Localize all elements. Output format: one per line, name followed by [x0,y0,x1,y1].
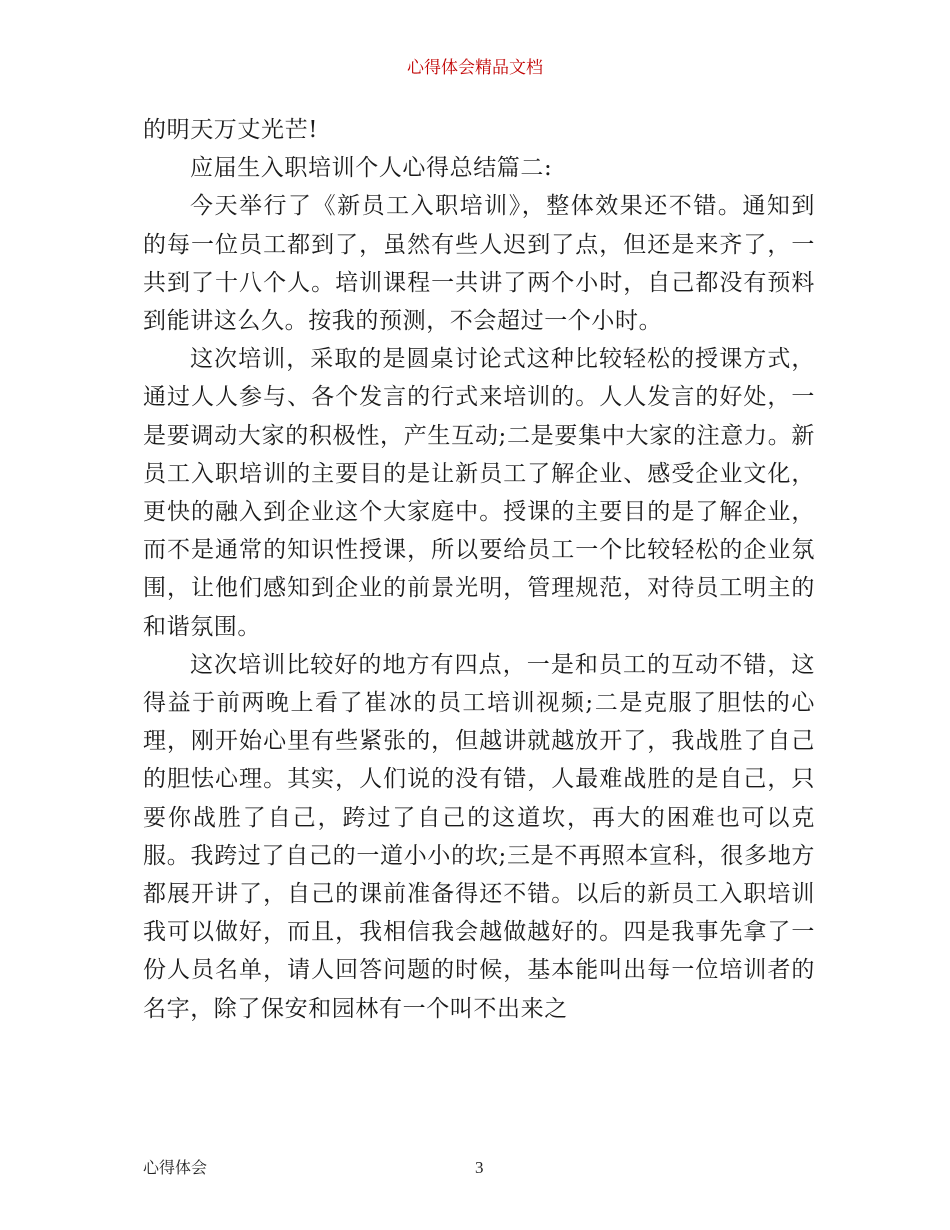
paragraph: 这次培训比较好的地方有四点，一是和员工的互动不错，这得益于前两晚上看了崔冰的员工培训视频;二是克服了胆怯的心理，刚开始心里有些紧张的，但越讲就越放开了，我战胜了自己的胆怯心理。其实，人们说的没有错，人最难战胜的是自己，只要你战胜了自己，跨过了自己的这道坎，再大的困难也可以克服。我跨过了自己的一道小小的坎;三是不再照本宣科，很多地方都展开讲了，自己的课前准备得还不错。以后的新员工入职培训我可以做好，而且，我相信我会越做越好的。四是我事先拿了一份人员名单，请人回答问题的时候，基本能叫出每一位培训者的名字，除了保安和园林有一个叫不出来之 [143,651,815,1022]
paragraph-continuation: 的明天万丈光芒! [143,117,319,143]
paragraph: 今天举行了《新员工入职培训》，整体效果还不错。通知到的每一位员工都到了，虽然有些人迟到了点，但还是来齐了，一共到了十八个人。培训课程一共讲了两个小时，自己都没有预料到能讲这么久。按我的预测，不会超过一个小时。 [143,193,815,335]
paragraph: 这次培训，采取的是圆桌讨论式这种比较轻松的授课方式，通过人人参与、各个发言的行式来培训的。人人发言的好处，一是要调动大家的积极性，产生互动;二是要集中大家的注意力。新员工入职培训的主要目的是让新员工了解企业、感受企业文化，更快的融入到企业这个大家庭中。授课的主要目的是了解企业，而不是通常的知识性授课，所以要给员工一个比较轻松的企业氛围，让他们感知到企业的前景光明，管理规范，对待员工明主的和谐氛围。 [143,346,815,640]
footer-label: 心得体会 [143,1158,208,1177]
page-footer [143,1156,815,1180]
section-heading: 应届生入职培训个人心得总结篇二: [190,155,553,182]
document-body [143,111,815,1028]
page-number: 3 [475,1158,484,1177]
page-header-title: 心得体会精品文档 [407,58,543,78]
